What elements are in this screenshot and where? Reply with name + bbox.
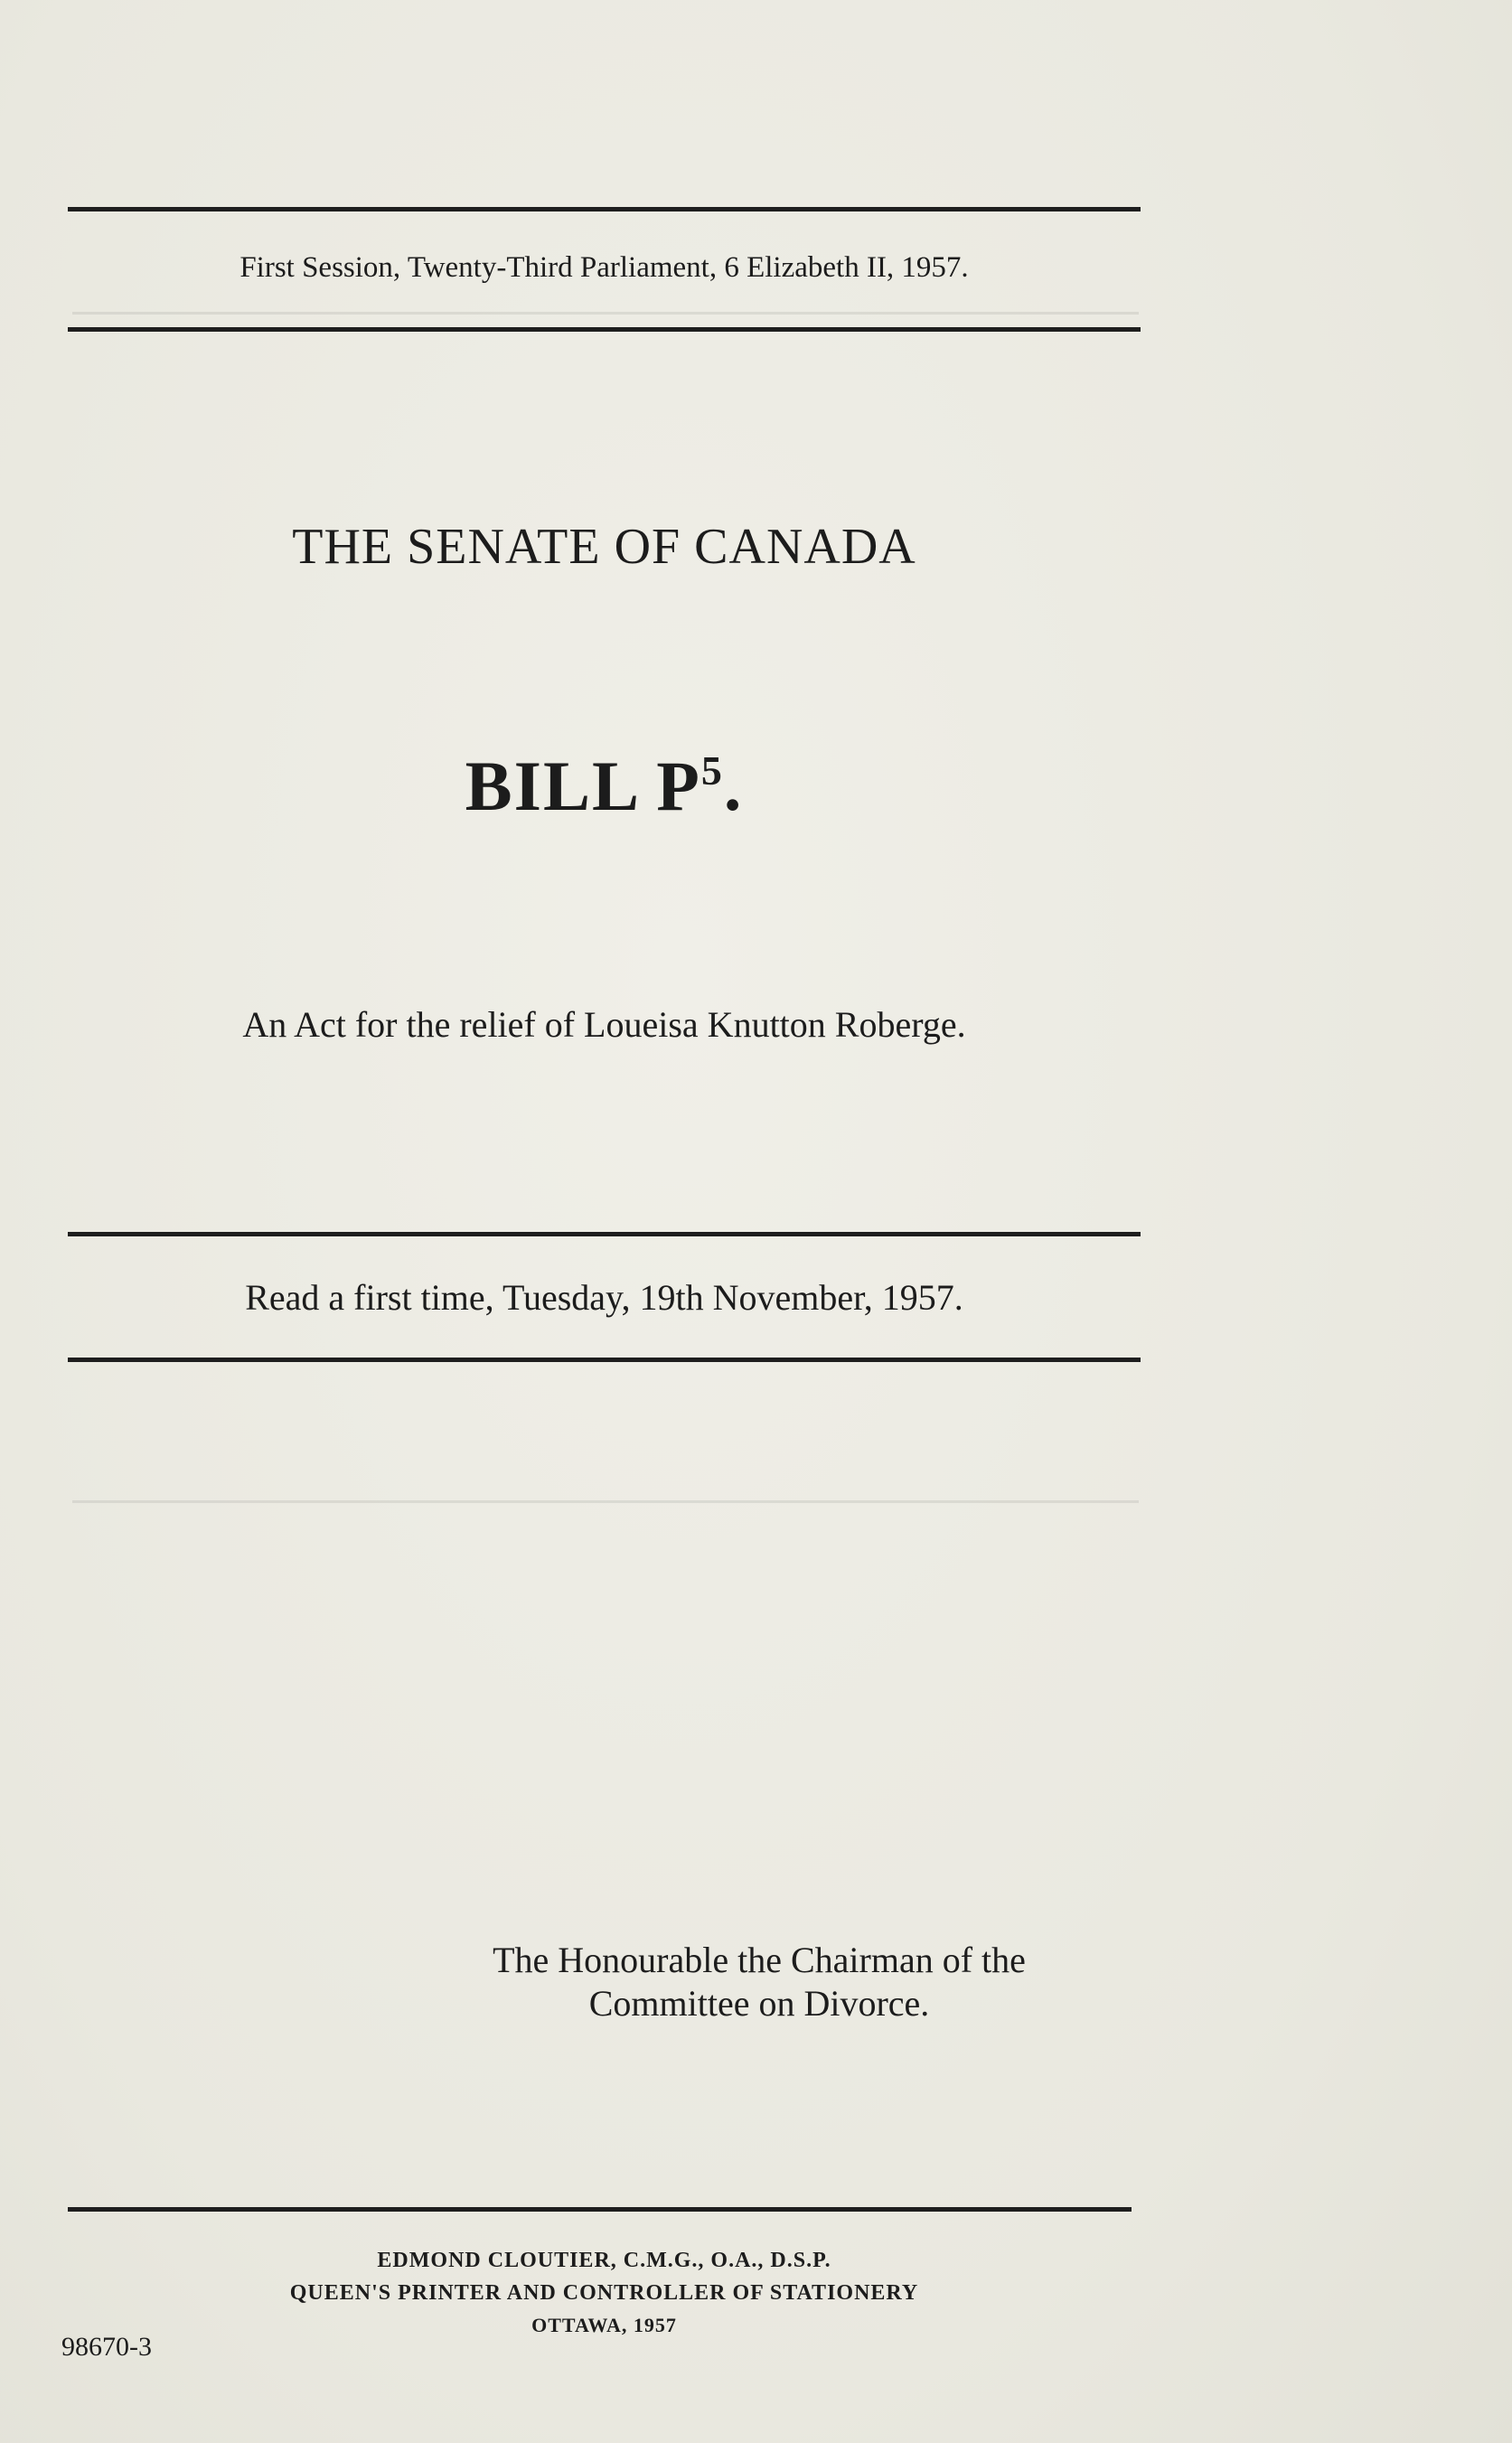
- bill-suffix: .: [723, 747, 744, 825]
- reading-top-rule: [68, 1232, 1141, 1236]
- header-bottom-rule: [68, 327, 1141, 332]
- sponsor-line-1: The Honourable the Chairman of the: [493, 1940, 1026, 1980]
- printer-name: EDMOND CLOUTIER, C.M.G., O.A., D.S.P.: [377, 2249, 831, 2272]
- imprint-rule: [68, 2207, 1132, 2212]
- catalogue-number: 98670-3: [61, 2332, 152, 2362]
- printer-location: OTTAWA, 1957: [531, 2314, 677, 2336]
- act-title: An Act for the relief of Loueisa Knutton Roberge.: [242, 1004, 966, 1045]
- bill-number: [68, 746, 1141, 827]
- bill-prefix: BILL P: [465, 747, 701, 825]
- session-line: First Session, Twenty-Third Parliament, 6 Elizabeth II, 1957.: [239, 251, 969, 284]
- reading-bottom-rule: [68, 1358, 1141, 1362]
- show-through-rule: [72, 312, 1139, 315]
- bill-superscript: 5: [700, 747, 724, 794]
- printer-title: QUEEN'S PRINTER AND CONTROLLER OF STATIONERY: [289, 2281, 919, 2305]
- sponsor-line-2: Committee on Divorce.: [588, 1983, 930, 2024]
- show-through-rule: [72, 1500, 1139, 1503]
- top-rule: [68, 207, 1141, 211]
- chamber-title: THE SENATE OF CANADA: [292, 519, 916, 575]
- reading-line: Read a first time, Tuesday, 19th November, 1957.: [245, 1277, 963, 1318]
